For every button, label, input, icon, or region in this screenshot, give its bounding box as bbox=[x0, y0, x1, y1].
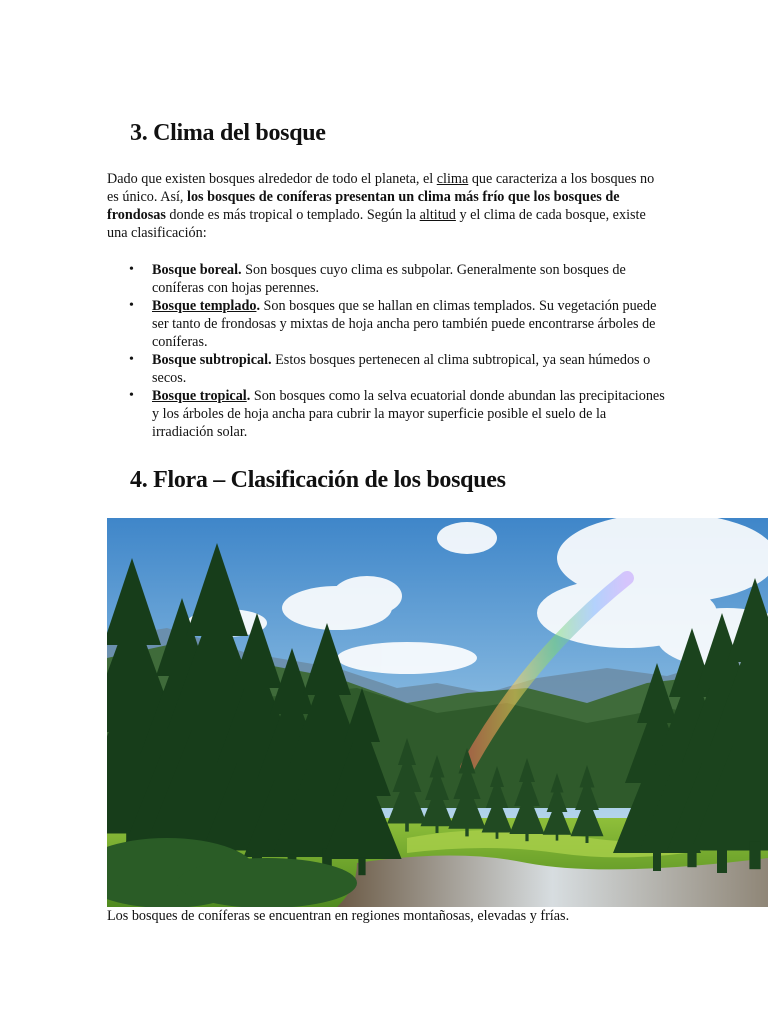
para-text-1: Dado que existen bosques alrededor de todo el planeta, el bbox=[107, 171, 437, 187]
photo-caption: Los bosques de coníferas se encuentran en regiones montañosas, elevadas y frías. bbox=[107, 908, 570, 924]
para-text-4: y el clima de cada bosque, existe una clasificación: bbox=[107, 207, 646, 241]
para-bold-text: los bosques de coníferas presentan un clima más frío que los bosques de frondosas bbox=[107, 189, 620, 223]
para-text-2: que caracteriza a los bosques no es único. Así, bbox=[107, 171, 655, 205]
bullet-icon: • bbox=[129, 388, 134, 403]
para-text-3: donde es más tropical o templado. Según la bbox=[165, 207, 420, 223]
bullet-icon: • bbox=[129, 352, 134, 367]
desc-templado: Son bosques que se hallan en climas templados. Su vegetación puede ser tanto de frondosas y mixtas de hoja ancha pero también puede encontrarse árboles de coníferas. bbox=[152, 298, 657, 350]
bullet-icon: • bbox=[129, 262, 134, 277]
term-boreal: Bosque boreal. bbox=[152, 262, 242, 278]
term-tropical-punct: . bbox=[246, 388, 251, 404]
term-subtropical: Bosque subtropical. bbox=[152, 352, 272, 368]
list-item-boreal bbox=[129, 261, 667, 297]
desc-boreal: Son bosques cuyo clima es subpolar. Generalmente son bosques de coníferas con hojas perennes. bbox=[152, 262, 626, 296]
bullet-icon: • bbox=[129, 298, 134, 313]
term-templado-link[interactable]: Bosque templado bbox=[152, 298, 257, 314]
list-item-templado bbox=[129, 297, 667, 351]
clima-link[interactable]: clima bbox=[436, 171, 469, 187]
section-4-heading: 4. Flora – Clasificación de los bosques bbox=[130, 467, 506, 493]
altitud-link[interactable]: altitud bbox=[419, 207, 456, 223]
forest-types-list bbox=[129, 261, 667, 441]
forest-photo bbox=[107, 518, 768, 907]
list-item-tropical bbox=[129, 387, 667, 441]
desc-subtropical: Estos bosques pertenecen al clima subtropical, ya sean húmedos o secos. bbox=[152, 352, 651, 386]
desc-tropical: Son bosques como la selva ecuatorial donde abundan las precipitaciones y los árboles de hoja ancha para cubrir la mayor superficie posible el suelo de la irradiación solar. bbox=[152, 388, 665, 440]
section-3-heading: 3. Clima del bosque bbox=[130, 120, 326, 146]
term-tropical-link[interactable]: Bosque tropical bbox=[152, 388, 247, 404]
term-templado-punct: . bbox=[256, 298, 260, 314]
list-item-subtropical bbox=[129, 351, 667, 387]
section-3-paragraph bbox=[107, 170, 662, 242]
